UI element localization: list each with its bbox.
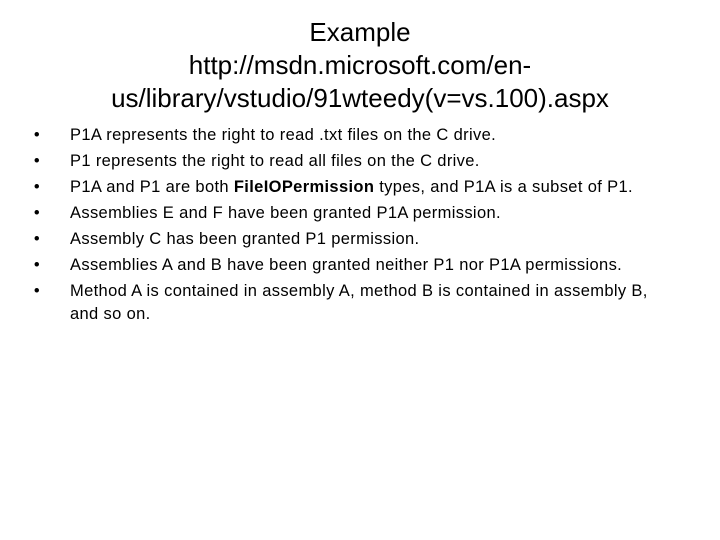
bullet-item xyxy=(30,150,680,173)
bullet-item xyxy=(30,280,680,326)
bullet-text: Assemblies E and F have been granted P1A permission. xyxy=(70,204,501,222)
bullet-list xyxy=(30,124,680,329)
bullet-text-pre: P1A and P1 are both xyxy=(70,178,234,196)
bullet-text: Assembly C has been granted P1 permission. xyxy=(70,230,420,248)
bullet-icon: • xyxy=(33,178,41,196)
bullet-text: Method A is contained in assembly A, method B is contained in assembly B, and so on. xyxy=(70,282,648,323)
bullet-item xyxy=(30,202,680,225)
title-line-1: Example xyxy=(309,17,411,47)
bullet-item xyxy=(30,176,680,199)
bullet-icon: • xyxy=(33,204,41,222)
bullet-icon: • xyxy=(33,230,41,248)
slide-title xyxy=(36,16,684,115)
bullet-item xyxy=(30,254,680,277)
bullet-icon: • xyxy=(33,152,41,170)
bullet-text: P1A represents the right to read .txt files on the C drive. xyxy=(70,126,497,144)
title-line-2: http://msdn.microsoft.com/en- xyxy=(188,50,532,80)
bullet-icon: • xyxy=(33,126,41,144)
title-line-3: us/library/vstudio/91wteedy(v=vs.100).aspx xyxy=(111,83,609,113)
bullet-icon: • xyxy=(33,256,41,274)
bullet-text: P1 represents the right to read all files on the C drive. xyxy=(70,152,480,170)
bullet-item xyxy=(30,124,680,147)
bullet-text: Assemblies A and B have been granted neither P1 nor P1A permissions. xyxy=(70,256,623,274)
bullet-text-post: types, and P1A is a subset of P1. xyxy=(374,178,633,196)
bullet-icon: • xyxy=(33,282,41,300)
bullet-item xyxy=(30,228,680,251)
permission-type-name: FileIOPermission xyxy=(233,178,375,196)
